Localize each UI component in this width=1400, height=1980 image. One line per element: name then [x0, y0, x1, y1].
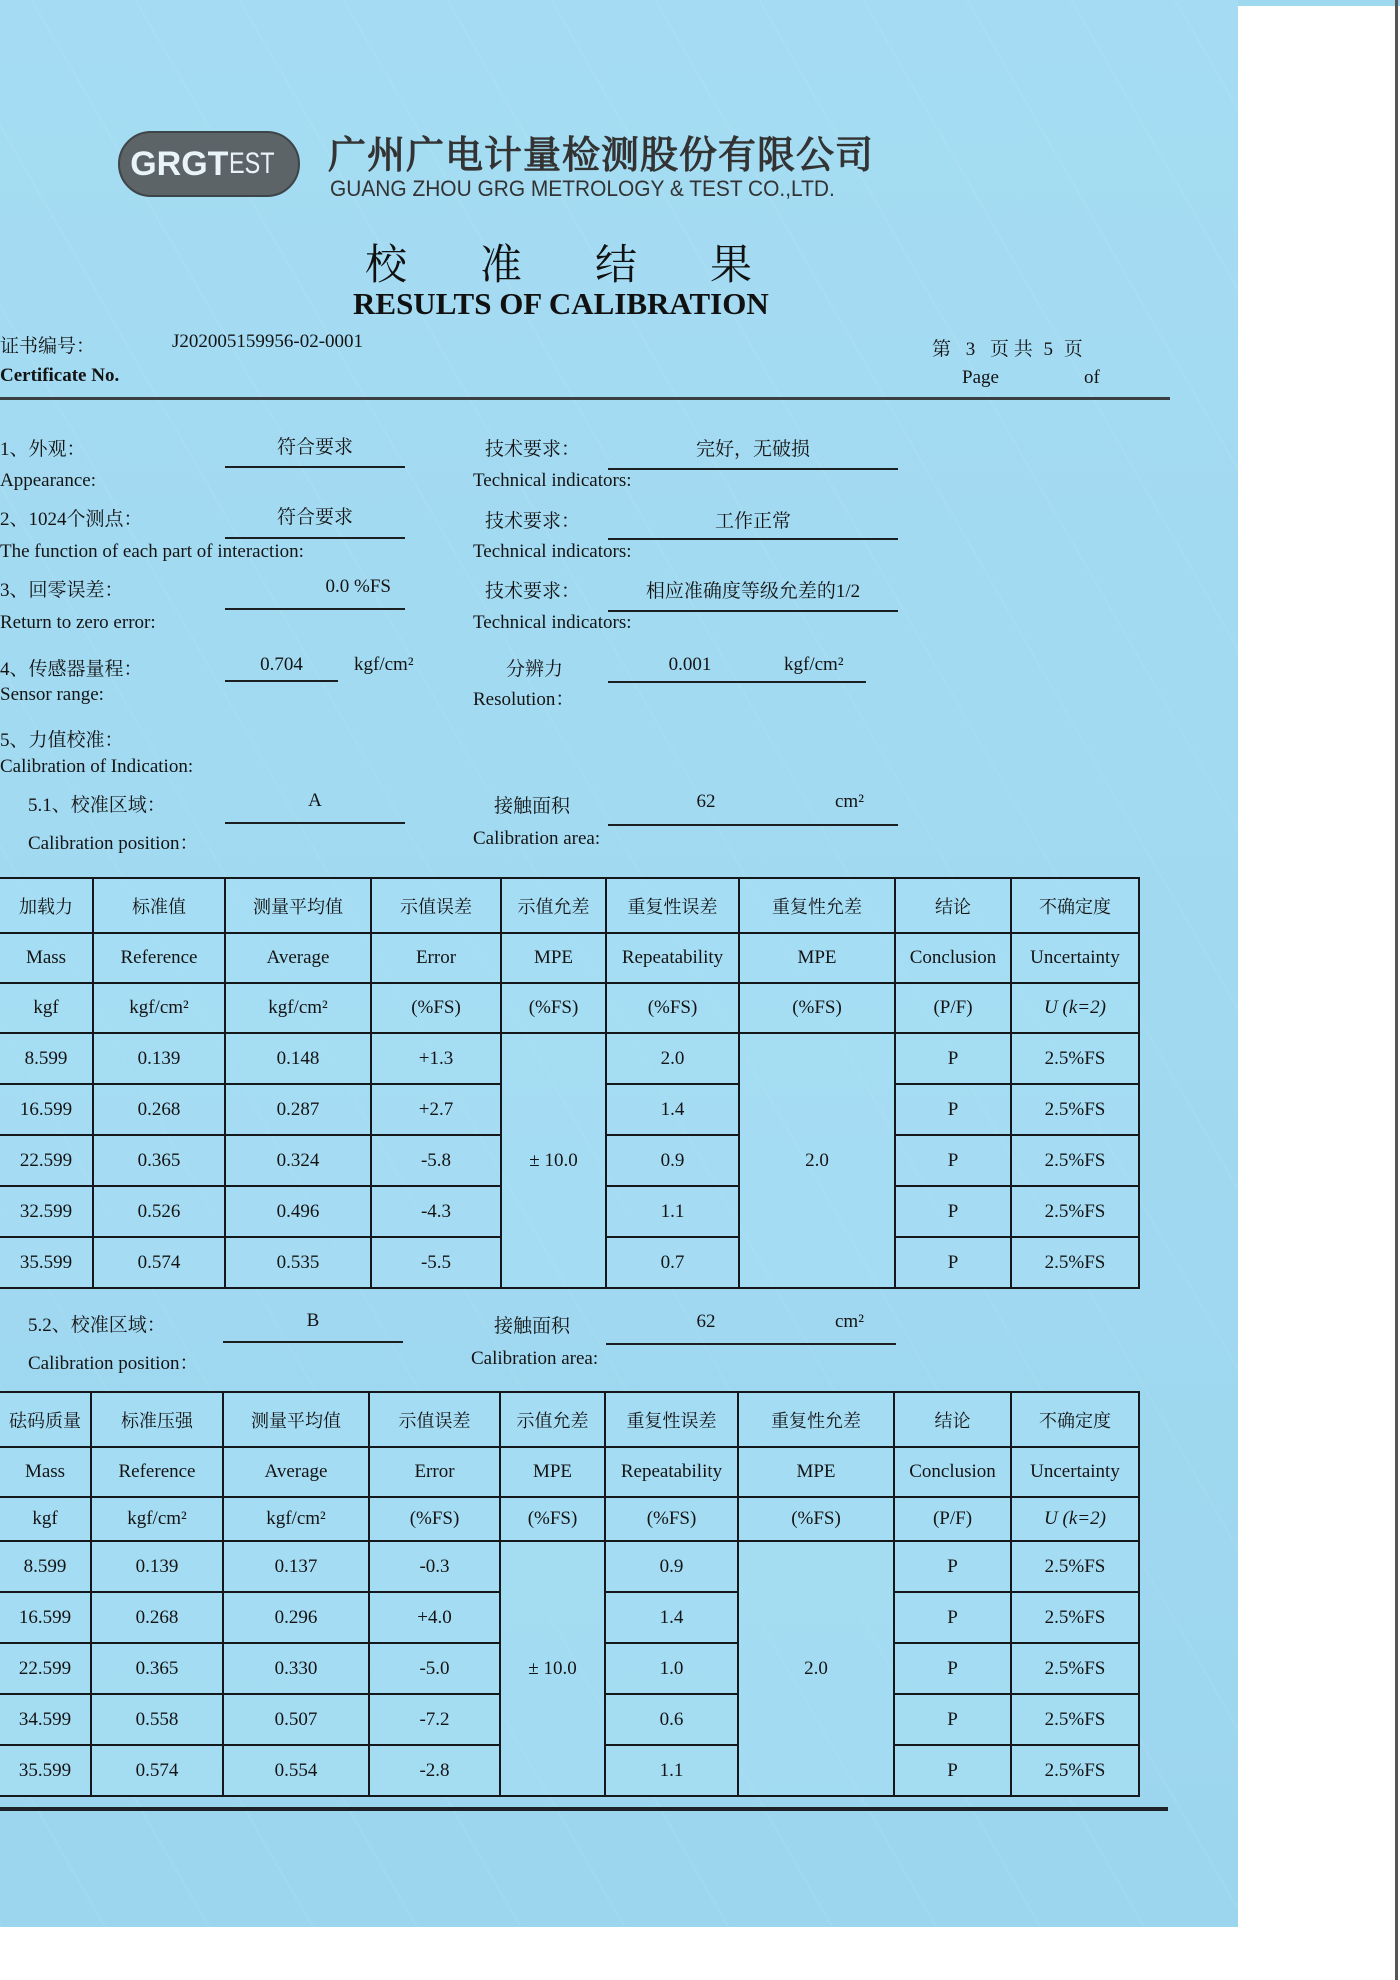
repeatability-cell: 0.9 [605, 1541, 738, 1592]
header-cell: 测量平均值 [223, 1392, 369, 1447]
table-row [0, 1033, 1139, 1084]
unit-cell: U (k=2) [1011, 1497, 1139, 1541]
page-prefix: 第 [932, 339, 952, 360]
item-1-req-underline [608, 468, 898, 470]
header-row-en [0, 1447, 1139, 1497]
item-1-value: 符合要求 [276, 437, 353, 458]
mass-cell: 8.599 [0, 1541, 91, 1592]
conclusion-cell: P [895, 1033, 1011, 1084]
item-4-req-value: 0.001 [668, 654, 712, 675]
repeatability-cell: 1.1 [605, 1745, 738, 1796]
conclusion-cell: P [894, 1541, 1011, 1592]
header-cell: 示值误差 [369, 1392, 500, 1447]
page-mid: 页 共 [990, 339, 1033, 360]
item-1-label-cn: 1、外观： [0, 439, 86, 460]
unit-cell: (%FS) [501, 983, 606, 1033]
header-cell: Uncertainty [1011, 933, 1139, 983]
item-3-underline [225, 608, 405, 610]
page-indicator-cn [932, 334, 1083, 361]
mass-cell: 32.599 [0, 1186, 93, 1237]
repeatability-cell: 1.1 [606, 1186, 739, 1237]
repeatability-cell: 2.0 [606, 1033, 739, 1084]
error-cell: -0.3 [369, 1541, 500, 1592]
reference-cell: 0.574 [93, 1237, 225, 1288]
document-title-cn [360, 232, 820, 292]
cal-a-area-label-cn: 接触面积 [494, 796, 571, 817]
error-cell: -2.8 [369, 1745, 500, 1796]
repeatability-cell: 0.6 [605, 1694, 738, 1745]
unit-cell: (%FS) [371, 983, 501, 1033]
item-2-label-en: The function of each part of interaction: [0, 541, 304, 562]
header-cell: Reference [91, 1447, 223, 1497]
header-cell: 重复性误差 [606, 878, 739, 933]
cal-a-area-underline [608, 824, 898, 826]
repeatability-cell: 1.0 [605, 1643, 738, 1694]
unit-cell: kgf/cm² [93, 983, 225, 1033]
reference-cell: 0.365 [93, 1135, 225, 1186]
average-cell: 0.324 [225, 1135, 371, 1186]
item-3-value: 0.0 %FS [325, 576, 391, 597]
item-4-req-unit: kgf/cm² [784, 654, 844, 675]
mass-cell: 16.599 [0, 1084, 93, 1135]
grgtest-logo [118, 131, 300, 197]
uncertainty-cell: 2.5%FS [1011, 1745, 1139, 1796]
document-title-en: RESULTS OF CALIBRATION [353, 286, 769, 321]
average-cell: 0.137 [223, 1541, 369, 1592]
error-cell: +4.0 [369, 1592, 500, 1643]
mpe-cell: ± 10.0 [501, 1033, 606, 1288]
page-suffix: 页 [1063, 339, 1083, 360]
header-cell: Error [369, 1447, 500, 1497]
uncertainty-cell: 2.5%FS [1011, 1643, 1139, 1694]
header-cell: MPE [738, 1447, 894, 1497]
mass-cell: 35.599 [0, 1745, 91, 1796]
calibration-table-b [0, 1391, 1140, 1797]
cal-b-area-unit: cm² [835, 1311, 864, 1332]
certificate-number: J202005159956-02-0001 [172, 331, 364, 352]
conclusion-cell: P [895, 1135, 1011, 1186]
item-4-req-label-en: Resolution： [473, 689, 575, 710]
cal-b-position-underline [223, 1341, 403, 1343]
header-cell: 结论 [895, 878, 1011, 933]
scan-edge [1395, 0, 1398, 1980]
cal-b-area-label-cn: 接触面积 [494, 1316, 571, 1337]
header-cell: Conclusion [895, 933, 1011, 983]
header-cell: 重复性允差 [739, 878, 895, 933]
header-cell: 标准压强 [91, 1392, 223, 1447]
item-3-req-underline [608, 610, 898, 612]
header-cell: 示值允差 [501, 878, 606, 933]
conclusion-cell: P [894, 1745, 1011, 1796]
header-cell: MPE [739, 933, 895, 983]
certificate-label-cn: 证书编号： [0, 336, 96, 357]
conclusion-cell: P [895, 1237, 1011, 1288]
unit-cell: kgf [0, 983, 93, 1033]
title-char: 校 [364, 240, 407, 289]
conclusion-cell: P [894, 1643, 1011, 1694]
unit-cell: (%FS) [500, 1497, 605, 1541]
uncertainty-cell: 2.5%FS [1011, 1033, 1139, 1084]
unit-cell: kgf/cm² [225, 983, 371, 1033]
reference-cell: 0.139 [91, 1541, 223, 1592]
uncertainty-cell: 2.5%FS [1011, 1135, 1139, 1186]
company-name-cn: 广州广电计量检测股份有限公司 [328, 133, 875, 177]
item-1-req-label-cn: 技术要求： [485, 439, 581, 460]
mass-cell: 16.599 [0, 1592, 91, 1643]
header-cell: 加载力 [0, 878, 93, 933]
mpe-cell: ± 10.0 [500, 1541, 605, 1796]
cal-a-area-value: 62 [696, 791, 716, 812]
section-5-label-en: Calibration of Indication: [0, 756, 194, 777]
conclusion-cell: P [895, 1084, 1011, 1135]
cal-a-area-label-en: Calibration area: [473, 828, 601, 849]
unit-cell: (%FS) [369, 1497, 500, 1541]
title-char: 准 [479, 240, 522, 289]
footer-divider [0, 1807, 1168, 1811]
item-4-req-underline [608, 681, 866, 683]
header-cell: 标准值 [93, 878, 225, 933]
average-cell: 0.507 [223, 1694, 369, 1745]
uncertainty-cell: 2.5%FS [1011, 1237, 1139, 1288]
average-cell: 0.287 [225, 1084, 371, 1135]
page-current: 3 [965, 339, 976, 360]
item-4-value: 0.704 [260, 654, 303, 675]
header-row-cn [0, 1392, 1139, 1447]
mass-cell: 35.599 [0, 1237, 93, 1288]
error-cell: -5.5 [371, 1237, 501, 1288]
item-2-req-label-en: Technical indicators: [473, 541, 632, 562]
mass-cell: 22.599 [0, 1135, 93, 1186]
item-2-value: 符合要求 [276, 507, 353, 528]
header-cell: 示值允差 [500, 1392, 605, 1447]
table-row [0, 1541, 1139, 1592]
header-cell: 不确定度 [1011, 1392, 1139, 1447]
reference-cell: 0.574 [91, 1745, 223, 1796]
header-cell: Mass [0, 933, 93, 983]
unit-cell: (%FS) [739, 983, 895, 1033]
conclusion-cell: P [894, 1694, 1011, 1745]
item-2-label-cn: 2、1024个测点： [0, 509, 143, 530]
unit-cell: (P/F) [895, 983, 1011, 1033]
header-cell: Reference [93, 933, 225, 983]
reference-cell: 0.365 [91, 1643, 223, 1694]
header-cell: Average [225, 933, 371, 983]
error-cell: +1.3 [371, 1033, 501, 1084]
header-cell: MPE [501, 933, 606, 983]
item-4-underline [225, 680, 338, 682]
mass-cell: 8.599 [0, 1033, 93, 1084]
item-3-req-value: 相应准确度等级允差的1/2 [645, 581, 861, 602]
section-5-label-cn: 5、力值校准： [0, 730, 124, 751]
repeat-mpe-cell: 2.0 [738, 1541, 894, 1796]
reference-cell: 0.558 [91, 1694, 223, 1745]
logo-thin-text: EST [229, 147, 275, 180]
item-3-req-label-cn: 技术要求： [485, 581, 581, 602]
conclusion-cell: P [894, 1592, 1011, 1643]
title-char: 结 [594, 240, 637, 289]
uncertainty-cell: 2.5%FS [1011, 1694, 1139, 1745]
repeat-mpe-cell: 2.0 [739, 1033, 895, 1288]
header-cell: 不确定度 [1011, 878, 1139, 933]
header-cell: 重复性允差 [738, 1392, 894, 1447]
reference-cell: 0.526 [93, 1186, 225, 1237]
cal-a-area-unit: cm² [835, 791, 864, 812]
unit-cell: U (k=2) [1011, 983, 1139, 1033]
unit-cell: (%FS) [738, 1497, 894, 1541]
cal-b-position-label-cn: 5.2、校准区域： [28, 1315, 166, 1336]
cal-b-position-value: B [306, 1310, 320, 1331]
title-char: 果 [709, 240, 752, 289]
mass-cell: 22.599 [0, 1643, 91, 1694]
header-cell: 重复性误差 [605, 1392, 738, 1447]
reference-cell: 0.268 [91, 1592, 223, 1643]
header-cell: 示值误差 [371, 878, 501, 933]
header-cell: Repeatability [605, 1447, 738, 1497]
item-2-req-value: 工作正常 [714, 511, 791, 532]
item-4-req-label-cn: 分辨力 [506, 659, 564, 680]
header-cell: 结论 [894, 1392, 1011, 1447]
item-2-req-label-cn: 技术要求： [485, 511, 581, 532]
cal-b-area-label-en: Calibration area: [471, 1348, 599, 1369]
cal-a-position-underline [225, 822, 405, 824]
page-total: 5 [1043, 339, 1054, 360]
item-4-label-en: Sensor range: [0, 684, 104, 705]
cal-a-position-label-cn: 5.1、校准区域： [28, 795, 166, 816]
unit-cell: (P/F) [894, 1497, 1011, 1541]
repeatability-cell: 1.4 [606, 1084, 739, 1135]
certificate-label-en: Certificate No. [0, 365, 120, 386]
header-cell: Error [371, 933, 501, 983]
header-cell: MPE [500, 1447, 605, 1497]
item-2-underline [225, 537, 405, 539]
of-label-en: of [1084, 367, 1100, 388]
item-4-label-cn: 4、传感器量程： [0, 659, 143, 680]
average-cell: 0.296 [223, 1592, 369, 1643]
calibration-table-a [0, 877, 1140, 1289]
header-row-en [0, 933, 1139, 983]
item-3-req-label-en: Technical indicators: [473, 612, 632, 633]
unit-cell: (%FS) [606, 983, 739, 1033]
header-cell: Mass [0, 1447, 91, 1497]
page-label-en: Page [962, 367, 999, 388]
item-3-label-en: Return to zero error: [0, 612, 156, 633]
header-row-cn [0, 878, 1139, 933]
cal-b-area-underline [606, 1343, 896, 1345]
cal-b-area-value: 62 [696, 1311, 716, 1332]
reference-cell: 0.268 [93, 1084, 225, 1135]
repeatability-cell: 1.4 [605, 1592, 738, 1643]
header-row-units [0, 1497, 1139, 1541]
header-cell: Repeatability [606, 933, 739, 983]
repeatability-cell: 0.7 [606, 1237, 739, 1288]
item-1-req-value: 完好，无破损 [695, 439, 810, 460]
item-3-label-cn: 3、回零误差： [0, 580, 124, 601]
header-cell: 测量平均值 [225, 878, 371, 933]
uncertainty-cell: 2.5%FS [1011, 1186, 1139, 1237]
error-cell: -7.2 [369, 1694, 500, 1745]
unit-cell: (%FS) [605, 1497, 738, 1541]
header-cell: Conclusion [894, 1447, 1011, 1497]
average-cell: 0.496 [225, 1186, 371, 1237]
average-cell: 0.535 [225, 1237, 371, 1288]
header-cell: Average [223, 1447, 369, 1497]
header-cell: Uncertainty [1011, 1447, 1139, 1497]
average-cell: 0.330 [223, 1643, 369, 1694]
average-cell: 0.148 [225, 1033, 371, 1084]
header-divider [0, 397, 1170, 400]
unit-cell: kgf/cm² [91, 1497, 223, 1541]
reference-cell: 0.139 [93, 1033, 225, 1084]
company-name-en: GUANG ZHOU GRG METROLOGY & TEST CO.,LTD. [330, 176, 835, 201]
error-cell: -5.0 [369, 1643, 500, 1694]
cal-a-position-value: A [308, 790, 322, 811]
cal-b-position-label-en: Calibration position： [28, 1353, 199, 1374]
unit-cell: kgf/cm² [223, 1497, 369, 1541]
item-1-label-en: Appearance: [0, 470, 96, 491]
unit-cell: kgf [0, 1497, 91, 1541]
repeatability-cell: 0.9 [606, 1135, 739, 1186]
uncertainty-cell: 2.5%FS [1011, 1541, 1139, 1592]
header-row-units [0, 983, 1139, 1033]
item-2-req-underline [608, 538, 898, 540]
uncertainty-cell: 2.5%FS [1011, 1592, 1139, 1643]
logo-bold-text: GRGT [130, 144, 229, 183]
item-4-unit: kgf/cm² [354, 654, 414, 675]
average-cell: 0.554 [223, 1745, 369, 1796]
item-1-underline [225, 466, 405, 468]
uncertainty-cell: 2.5%FS [1011, 1084, 1139, 1135]
error-cell: -5.8 [371, 1135, 501, 1186]
header-cell: 砝码质量 [0, 1392, 91, 1447]
error-cell: -4.3 [371, 1186, 501, 1237]
mass-cell: 34.599 [0, 1694, 91, 1745]
cal-a-position-label-en: Calibration position： [28, 833, 199, 854]
item-1-req-label-en: Technical indicators: [473, 470, 632, 491]
conclusion-cell: P [895, 1186, 1011, 1237]
error-cell: +2.7 [371, 1084, 501, 1135]
